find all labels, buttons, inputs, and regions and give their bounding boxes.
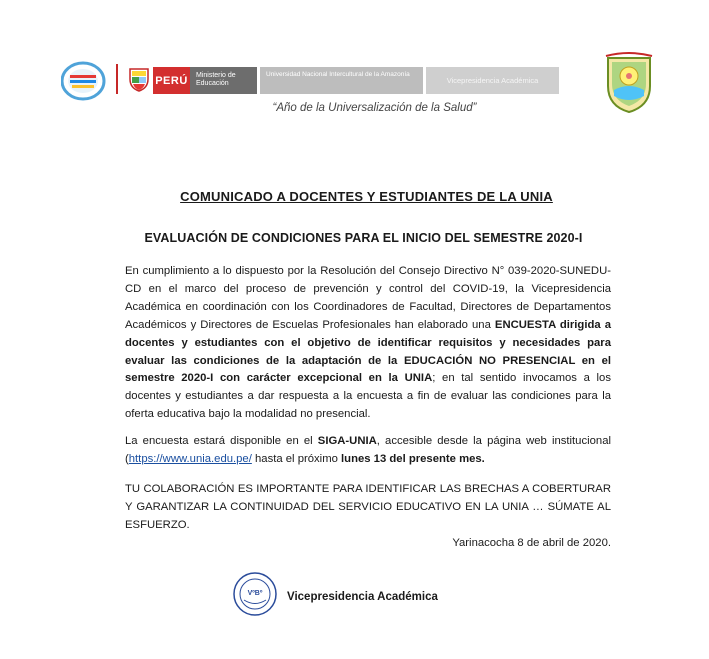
paragraph1-bold: ENCUESTA dirigida a docentes y estudiantes con el objetivo de identificar requisitos y necesidades para evaluar las condiciones de la adaptación de la EDUCACIÓN NO PRESENCIAL en el semestre 2020-I con carácter excepcional en la UNIA: [125, 318, 611, 385]
peru-label: PERÚ: [153, 67, 190, 94]
paragraph1-intro: En cumplimiento a lo dispuesto por la Resolución del Consejo Directivo N° 039-2020-SUNEDU-CD en el marco del proceso de prevención y control del COVID-19, la Vicepresidencia Académica en coordinación con los Coordinadores de Facultad, Directores de Departamentos Académicos y Directores de Escuelas Profesionales han elaborado una: [125, 265, 611, 331]
vice-presidency-label: Vicepresidencia Académica: [426, 67, 559, 94]
unia-website-link[interactable]: https://www.unia.edu.pe/: [128, 452, 252, 465]
education-logo: [61, 61, 106, 101]
paragraph-survey-availability: [125, 433, 611, 469]
paragraph1-outro: ; en tal sentido invocamos a los docentes y estudiantes a dar respuesta a la encuesta a fin de evaluar las condiciones para la oferta educativa bajo la modalidad no presencial.: [125, 372, 611, 421]
signature-label: Vicepresidencia Académica: [287, 591, 438, 603]
paragraph2-part2: , accesible desde la página web institucional (: [125, 435, 611, 465]
date-line: Yarinacocha 8 de abril de 2020.: [452, 537, 611, 549]
header-divider: [116, 64, 118, 94]
official-seal: [232, 571, 278, 617]
year-slogan: “Año de la Universalización de la Salud”: [272, 102, 477, 114]
document-title: COMUNICADO A DOCENTES Y ESTUDIANTES DE LA UNIA: [180, 189, 553, 204]
letterhead: [0, 0, 709, 130]
deadline-text: lunes 13 del presente mes.: [341, 452, 485, 465]
siga-unia-label: SIGA-UNIA: [317, 435, 377, 447]
seal-text: VºBº: [247, 590, 263, 597]
paragraph2-part1: La encuesta estará disponible en el: [125, 435, 318, 447]
university-label: Universidad Nacional Intercultural de la Amazonía: [260, 67, 423, 94]
paragraph-survey-announcement: [125, 263, 611, 424]
paragraph2-part3: hasta el próximo: [251, 452, 342, 465]
paragraph-call-to-action: TU COLABORACIÓN ES IMPORTANTE PARA IDENTIFICAR LAS BRECHAS A COBERTURAR Y GARANTIZAR LA CONTINUIDAD DEL SERVICIO EDUCATIVO EN LA UNIA … SÚMATE AL ESFUERZO.: [125, 483, 611, 531]
ministry-label: Ministerio de Educación: [190, 67, 257, 94]
document-subtitle: EVALUACIÓN DE CONDICIONES PARA EL INICIO DEL SEMESTRE 2020-I: [144, 231, 583, 245]
peru-shield-icon: [128, 66, 150, 92]
